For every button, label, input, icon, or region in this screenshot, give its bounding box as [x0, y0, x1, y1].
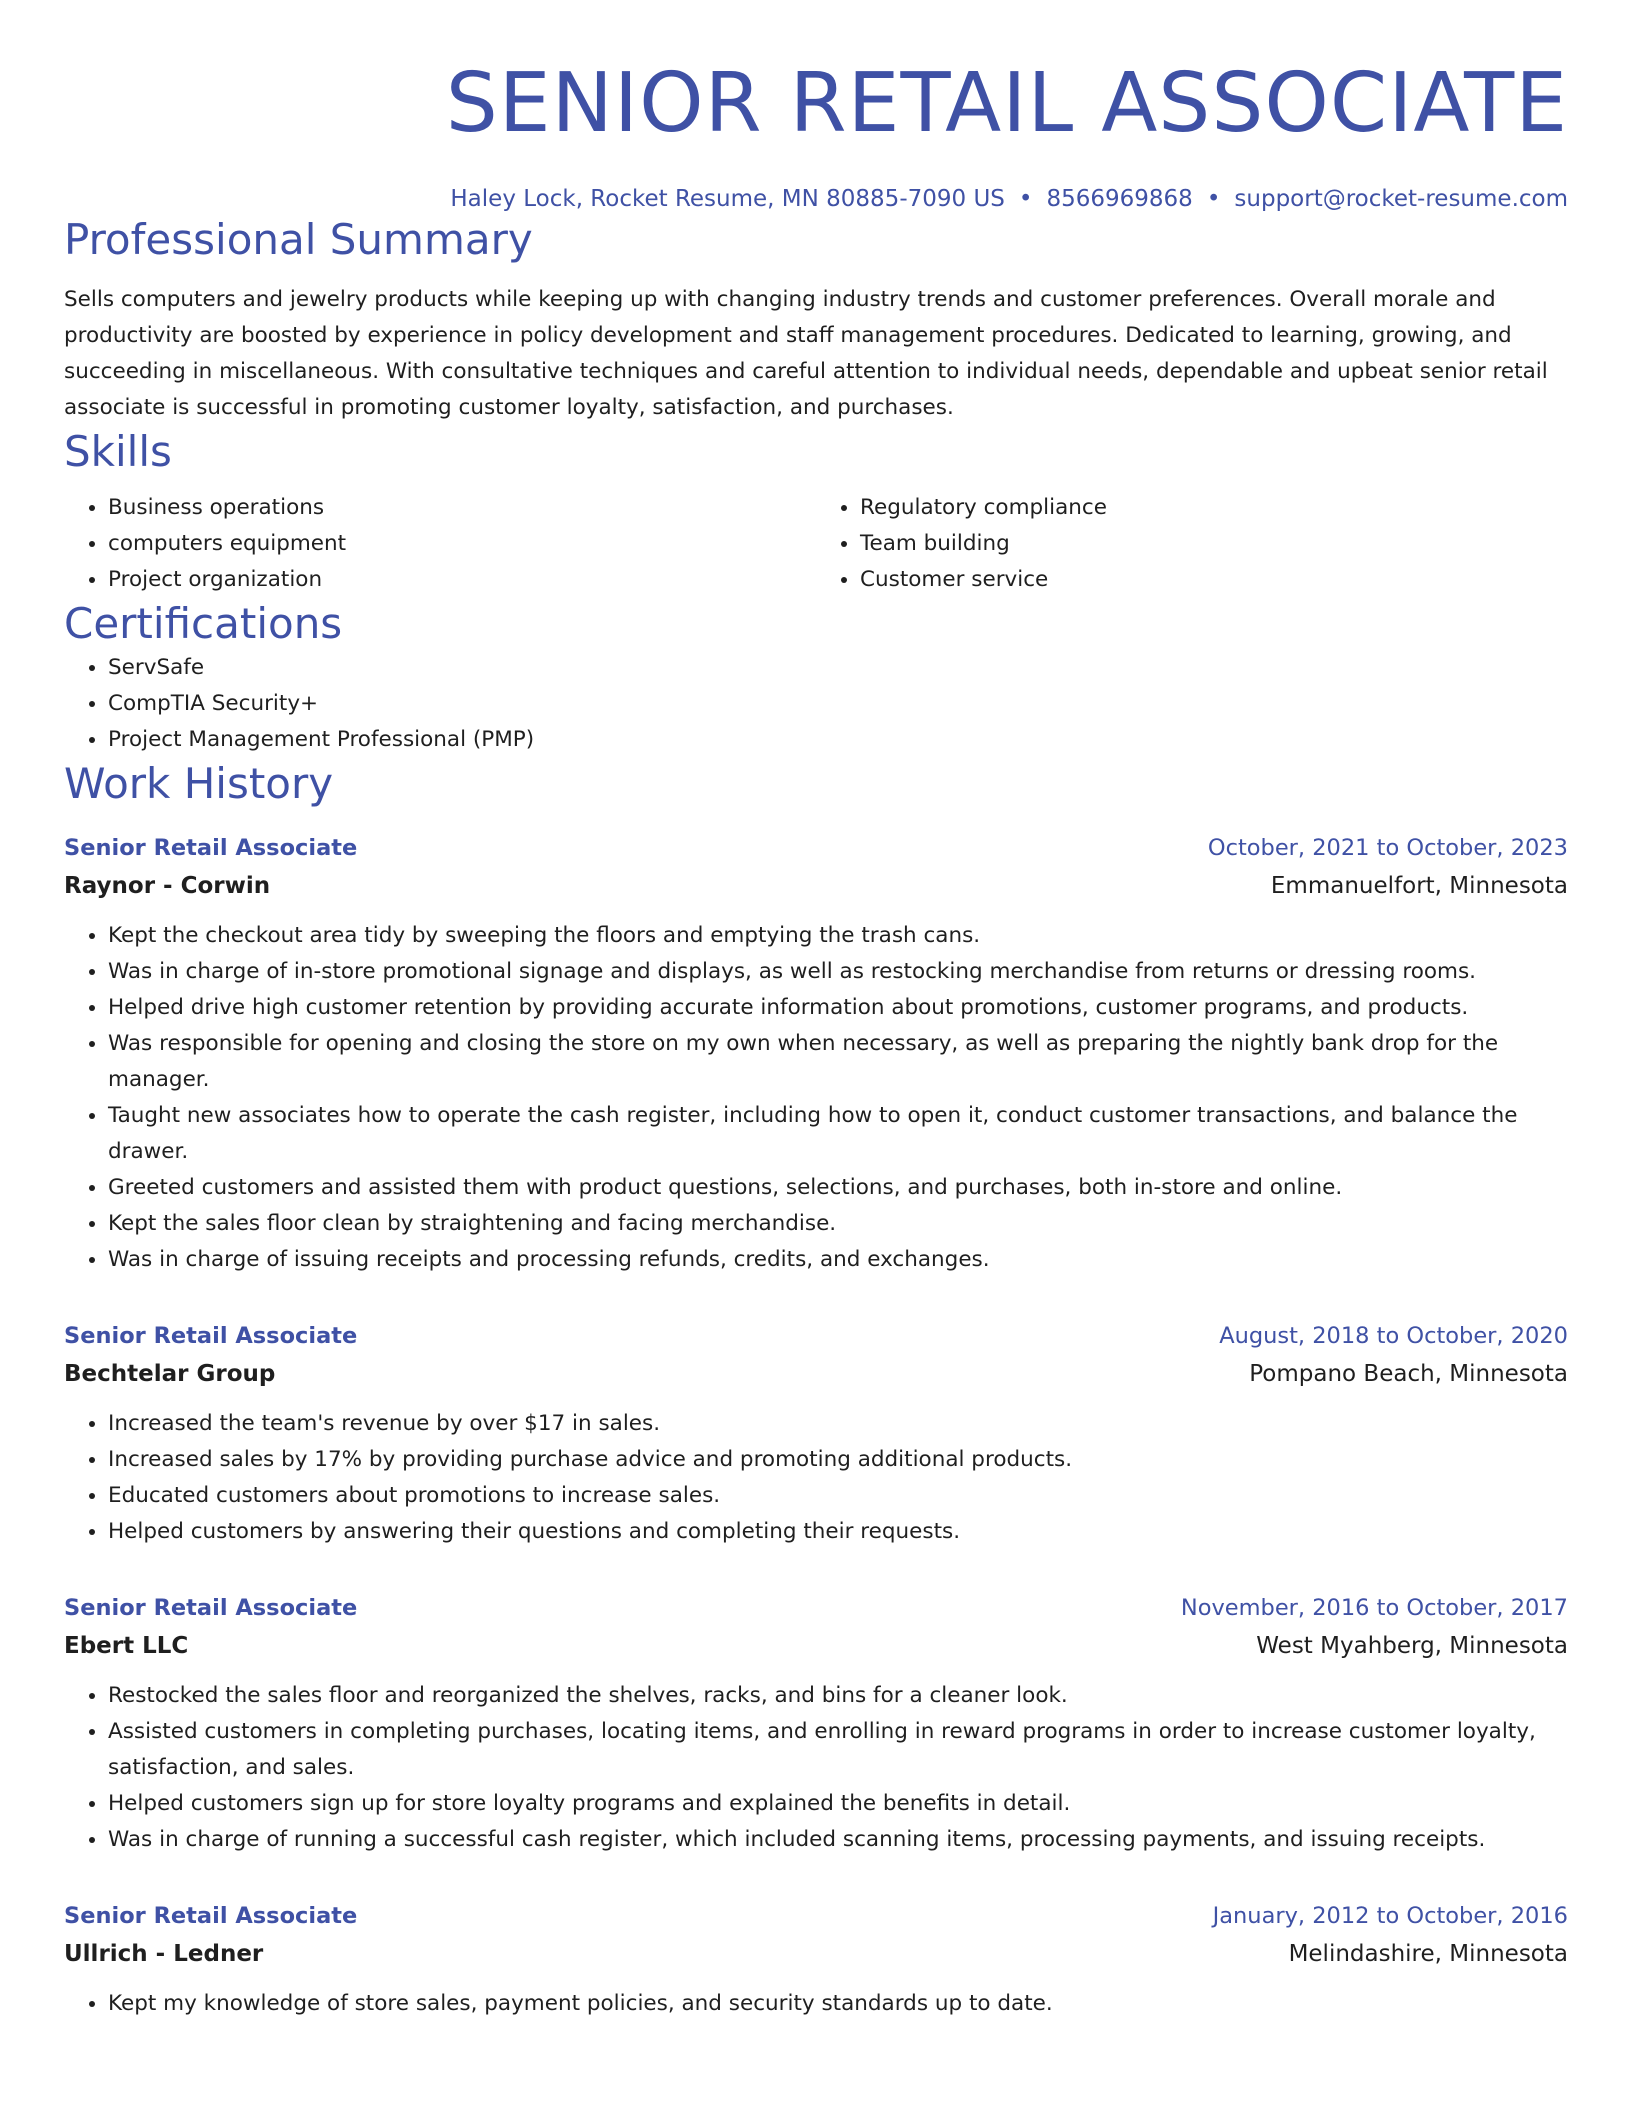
job-bullet: • Kept the checkout area tidy by sweeping the floors and emptying the trash cans. — [108, 918, 1568, 954]
job-bullet: • Educated customers about promotions to increase sales. — [108, 1478, 1568, 1514]
job-company: Ullrich - Ledner — [64, 1941, 264, 1967]
job-location: Pompano Beach, Minnesota — [1249, 1361, 1568, 1387]
job-dates: October, 2021 to October, 2023 — [1207, 835, 1568, 861]
job-header — [64, 1318, 1568, 1354]
summary-heading: Professional Summary — [64, 215, 533, 264]
skills-right-list — [816, 490, 1568, 598]
job-header — [64, 1898, 1568, 1934]
job-bullet: • Increased sales by 17% by providing purchase advice and promoting additional products. — [108, 1442, 1568, 1478]
job-bullet: • Was responsible for opening and closing the store on my own when necessary, as well as preparing the nightly bank drop for the manager. — [108, 1026, 1568, 1098]
certifications-heading: Certifications — [64, 599, 343, 648]
job-bullet: • Helped customers sign up for store loyalty programs and explained the benefits in detail. — [108, 1786, 1568, 1822]
resume-title: SENIOR RETAIL ASSOCIATE — [445, 56, 1568, 151]
skill-item: • Business operations — [108, 490, 816, 526]
job-bullets — [64, 1678, 1568, 1858]
contact-separator: • — [1206, 186, 1221, 212]
job-dates: August, 2018 to October, 2020 — [1219, 1323, 1568, 1349]
job-title: Senior Retail Associate — [64, 1903, 358, 1929]
job-bullets — [64, 918, 1568, 1278]
job-company: Bechtelar Group — [64, 1361, 276, 1387]
job-bullet: • Increased the team's revenue by over $17 in sales. — [108, 1406, 1568, 1442]
skill-item: • Regulatory compliance — [860, 490, 1568, 526]
job-bullet: • Taught new associates how to operate the cash register, including how to open it, conduct customer transactions, and balance the drawer. — [108, 1098, 1568, 1170]
job-bullet: • Helped drive high customer retention by providing accurate information about promotions, customer programs, and products. — [108, 990, 1568, 1026]
job-header — [64, 830, 1568, 866]
skills-left-list — [64, 490, 816, 598]
job-subheader — [64, 1934, 1568, 1974]
job-subheader — [64, 1354, 1568, 1394]
job-bullet: • Assisted customers in completing purchases, locating items, and enrolling in reward programs in order to increase customer loyalty, satisfaction, and sales. — [108, 1714, 1568, 1786]
job-bullet: • Greeted customers and assisted them with product questions, selections, and purchases, both in-store and online. — [108, 1170, 1568, 1206]
skill-item: • Project organization — [108, 562, 816, 598]
job-subheader — [64, 1626, 1568, 1666]
skills-columns — [64, 490, 1568, 598]
job-dates: January, 2012 to October, 2016 — [1212, 1903, 1568, 1929]
job-company: Raynor - Corwin — [64, 873, 271, 899]
job-location: Melindashire, Minnesota — [1288, 1941, 1568, 1967]
job-title: Senior Retail Associate — [64, 835, 358, 861]
certifications-list — [64, 650, 1568, 758]
job-bullet: • Was in charge of running a successful cash register, which included scanning items, processing payments, and issuing receipts. — [108, 1822, 1568, 1858]
job-bullet: • Helped customers by answering their questions and completing their requests. — [108, 1514, 1568, 1550]
job-entry — [64, 1898, 1568, 2022]
job-entry — [64, 1318, 1568, 1550]
contact-email[interactable]: support@rocket-resume.com — [1234, 186, 1568, 212]
contact-separator: • — [1018, 186, 1033, 212]
job-company: Ebert LLC — [64, 1633, 189, 1659]
job-location: Emmanuelfort, Minnesota — [1270, 873, 1568, 899]
job-bullet: • Kept the sales floor clean by straightening and facing merchandise. — [108, 1206, 1568, 1242]
contact-phone: 8566969868 — [1046, 186, 1193, 212]
job-title: Senior Retail Associate — [64, 1323, 358, 1349]
job-header — [64, 1590, 1568, 1626]
skills-heading: Skills — [64, 427, 172, 476]
job-title: Senior Retail Associate — [64, 1595, 358, 1621]
job-bullets — [64, 1406, 1568, 1550]
job-subheader — [64, 866, 1568, 906]
job-entry — [64, 830, 1568, 1278]
job-dates: November, 2016 to October, 2017 — [1180, 1595, 1568, 1621]
certification-item: • ServSafe — [108, 650, 1568, 686]
job-bullet: • Kept my knowledge of store sales, payment policies, and security standards up to date. — [108, 1986, 1568, 2022]
job-location: West Myahberg, Minnesota — [1256, 1633, 1568, 1659]
skill-item: • Customer service — [860, 562, 1568, 598]
job-bullet: • Was in charge of in-store promotional signage and displays, as well as restocking merchandise from returns or dressing rooms. — [108, 954, 1568, 990]
job-bullet: • Was in charge of issuing receipts and processing refunds, credits, and exchanges. — [108, 1242, 1568, 1278]
work-history-heading: Work History — [64, 759, 334, 808]
certification-item: • Project Management Professional (PMP) — [108, 722, 1568, 758]
skill-item: • Team building — [860, 526, 1568, 562]
summary-text: Sells computers and jewelry products while keeping up with changing industry trends and customer preferences. Overall morale and productivity are boosted by experience in policy development and staff management procedures. Dedicated to learning, growing, and succeeding in miscellaneous. With consultative techniques and careful attention to individual needs, dependable and upbeat senior retail associate is successful in promoting customer loyalty, satisfaction, and purchases. — [64, 287, 1548, 420]
contact-address: Haley Lock, Rocket Resume, MN 80885-7090 US — [450, 186, 1005, 212]
job-bullets — [64, 1986, 1568, 2022]
job-entry — [64, 1590, 1568, 1858]
job-bullet: • Restocked the sales floor and reorganized the shelves, racks, and bins for a cleaner look. — [108, 1678, 1568, 1714]
certification-item: • CompTIA Security+ — [108, 686, 1568, 722]
contact-line — [64, 184, 1568, 214]
skill-item: • computers equipment — [108, 526, 816, 562]
